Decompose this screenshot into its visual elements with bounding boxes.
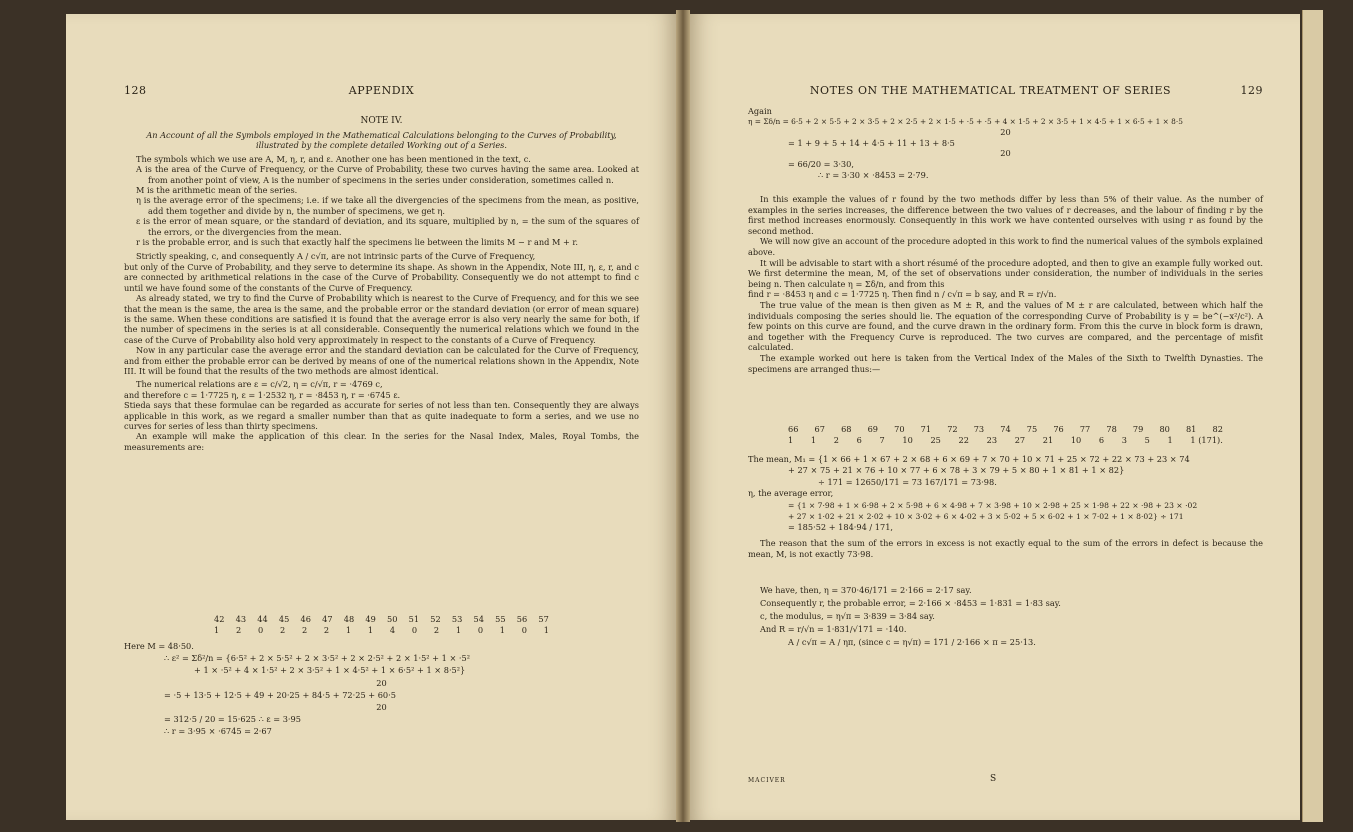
mean-line: = {1 × 7·98 + 1 × 6·98 + 2 × 5·98 + 6 × 4·98 + 7 × 3·98 + 10 × 2·98 + 25 × 1·98 + 22 × ·98 + 23 × ·02 bbox=[788, 500, 1198, 510]
final-line: c, the modulus, = η√π = 3·839 = 3·84 say. bbox=[760, 611, 935, 621]
count-value: 1 bbox=[1167, 435, 1173, 445]
note-title: NOTE IV. bbox=[360, 116, 403, 126]
measure-value: 78 bbox=[1106, 424, 1117, 434]
mean-line: The mean, M₁ = {1 × 66 + 1 × 67 + 2 × 68 + 6 × 69 + 7 × 70 + 10 × 71 + 25 × 72 + 22 × 73 + 23 × 74 bbox=[748, 454, 1190, 464]
left-paragraph: Stieda says that these formulae can be regarded as accurate for series of not less than ten. Consequently they are always applicable in this work, as we regard a smaller number than that as quite inadequate to form a series, and we use no curves for series of less than thirty specimens. bbox=[124, 400, 639, 431]
measure-value: 55 bbox=[495, 614, 506, 624]
measure-value: 76 bbox=[1053, 424, 1064, 434]
measure-value: 45 bbox=[278, 614, 290, 624]
signature-mark: S bbox=[990, 774, 997, 784]
measure-value: 74 bbox=[1000, 424, 1011, 434]
final-line: A / c√π = A / ηπ, (since c = η√π) = 171 / 2·166 × π = 25·13. bbox=[788, 637, 1036, 647]
count-value: 10 bbox=[902, 435, 913, 445]
right-paragraph: The reason that the sum of the errors in excess is not exactly equal to the sum of the errors in defect is because the mean, M, is not exactly 73·98. bbox=[748, 537, 1263, 560]
right-body bbox=[748, 194, 1263, 374]
count-value: 2 bbox=[833, 435, 839, 445]
work-line: = ·5 + 13·5 + 12·5 + 49 + 20·25 + 84·5 + 72·25 + 60·5 bbox=[164, 689, 396, 700]
count-value: 2 bbox=[279, 625, 286, 635]
measure-value: 57 bbox=[538, 614, 549, 624]
final-line: We have, then, η = 370·46/171 = 2·166 = 2·17 say. bbox=[760, 585, 972, 595]
work-line: ∴ ε² = Σδ²/n = {6·5² + 2 × 5·5² + 2 × 3·5² + 2 × 2·5² + 2 × 1·5² + 1 × ·5² bbox=[164, 653, 471, 664]
right-counts-row bbox=[748, 435, 1263, 446]
right-page-number: 129 bbox=[1240, 84, 1263, 97]
right-paragraph: find r = ·8453 η and c = 1·7725 η. Then find n / c√π = b say, and R = r/√n. bbox=[748, 289, 1057, 300]
measure-value: 47 bbox=[322, 614, 333, 624]
count-value: 7 bbox=[879, 435, 885, 445]
eta-sum-denominator: 20 bbox=[1000, 148, 1011, 159]
mean-line: + 27 × 1·02 + 21 × 2·02 + 10 × 3·02 + 6 × 4·02 + 3 × 5·02 + 5 × 6·02 + 1 × 7·02 + 1 × 8·02} ÷ 171 bbox=[788, 512, 1184, 522]
measure-value: 66 bbox=[788, 424, 799, 434]
count-value: 10 bbox=[1070, 435, 1082, 445]
right-paragraph: In this example the values of r found by the two methods differ by less than 5% of their value. As the number of examples in the series increases, the difference between the two values of r decreases, and the labour of finding r by the first method increases enormously. Consequently in this work we have contented ourselves with using r as found by the second method. bbox=[748, 194, 1263, 236]
work-line: 20 bbox=[376, 677, 387, 688]
count-value: 6 bbox=[856, 435, 862, 445]
measure-value: 81 bbox=[1185, 424, 1197, 434]
work-line: 20 bbox=[376, 702, 387, 713]
left-paragraph: Now in any particular case the average error and the standard deviation can be calculated for the Curve of Frequency, and from either the probable error can be derived by means of one of the numerical relations shown in the Appendix, Note III. It will be found that the results of the two methods are almost identical. bbox=[124, 345, 639, 376]
measure-value: 53 bbox=[451, 614, 463, 624]
measure-value: 51 bbox=[408, 614, 420, 624]
measure-value: 72 bbox=[947, 424, 958, 434]
count-value: 27 bbox=[1014, 435, 1026, 445]
right-mean-working bbox=[748, 454, 1263, 561]
mean-line: + 27 × 75 + 21 × 76 + 10 × 77 + 6 × 78 + 3 × 79 + 5 × 80 + 1 × 81 + 1 × 82} bbox=[788, 465, 1125, 476]
left-paragraph: r is the probable error, and is such that exactly half the specimens lie between the limits M − r and M + r. bbox=[136, 237, 579, 248]
work-line: ∴ r = 3·95 × ·6745 = 2·67 bbox=[164, 726, 272, 737]
work-line: + 1 × ·5² + 4 × 1·5² + 2 × 3·5² + 1 × 4·5² + 1 × 6·5² + 1 × 8·5²} bbox=[194, 665, 466, 676]
mean-line: η, the average error, bbox=[748, 488, 834, 499]
count-value: 1 bbox=[788, 435, 794, 445]
mean-line: ÷ 171 = 12650/171 = 73 167/171 = 73·98. bbox=[818, 476, 997, 487]
count-value: 1 bbox=[455, 625, 462, 635]
right-running-title: NOTES ON THE MATHEMATICAL TREATMENT OF SERIES bbox=[809, 84, 1172, 97]
note-subtitle: An Account of all the Symbols employed in the Mathematical Calculations belonging to the Curves of Probability, illustrated by the complete detailed Working out of a Series. bbox=[146, 130, 617, 151]
measure-value: 82 bbox=[1212, 424, 1223, 434]
count-value: 2 bbox=[433, 625, 440, 635]
right-measure-table bbox=[748, 424, 1263, 446]
right-paragraph: It will be advisable to start with a short résumé of the procedure adopted, and then to give an example fully worked out. We first determine the mean, M, of the set of observations under consideration, the number of individuals in the series being n. Then calculate η = Σδ/n, and from this bbox=[748, 257, 1263, 289]
work-line: = 312·5 / 20 = 15·625 ∴ ε = 3·95 bbox=[164, 714, 301, 725]
eta-line: η = Σδ/n = 6·5 + 2 × 5·5 + 2 × 3·5 + 2 × 2·5 + 2 × 1·5 + ·5 + ·5 + 4 × 1·5 + 2 × 3·5 + 1 × 4·5 + 1 × 6·5 + 1 × 8·5 bbox=[748, 116, 1183, 126]
final-line: Consequently r, the probable error, = 2·166 × ·8453 = 1·831 = 1·83 say. bbox=[760, 598, 1061, 608]
measure-value: 50 bbox=[387, 614, 398, 624]
left-paragraph: but only of the Curve of Probability, and they serve to determine its shape. As shown in the Appendix, Note III, η, ε, r, and c are connected by arithmetical relations in the case of the Curve of Probability. Consequently we do not attempt to find c until we have found some of the constants of the Curve of Frequency. bbox=[124, 261, 639, 293]
count-value: 22 bbox=[958, 435, 969, 445]
eta-sum: = 1 + 9 + 5 + 14 + 4·5 + 11 + 13 + 8·5 bbox=[788, 137, 955, 148]
right-paragraph: The true value of the mean is then given as M ± R, and the values of M ± r are calculated, between which half the individuals composing the series should lie. The equation of the corresponding Curve of Probability is y = be^(−x²/c²). A few points on this curve are found, and the curve drawn in the ordinary form. From this the curve in block form is drawn, and together with the Frequency Curve is reproduced. The two curves are compared, and the percentage of misfit calculated. bbox=[748, 299, 1263, 353]
count-value: 1 bbox=[499, 625, 506, 635]
count-value: 0 bbox=[411, 625, 418, 635]
measure-value: 71 bbox=[920, 424, 932, 434]
measure-value: 48 bbox=[343, 614, 355, 624]
count-value: 0 bbox=[257, 625, 264, 635]
count-value: 5 bbox=[1144, 435, 1150, 445]
count-value: 1 (171). bbox=[1190, 435, 1223, 445]
measure-value: 73 bbox=[973, 424, 985, 434]
left-measure-table bbox=[124, 614, 639, 636]
left-paragraph: As already stated, we try to find the Curve of Probability which is nearest to the Curve of Frequency, and for this we see that the mean is the same, the area is the same, and the probable error or the standard deviation (or error of mean square) is the same. When these conditions are satisfied it is found that the average error is also very nearly the same for both, if the number of specimens in the series is at all considerable. Consequently the numerical relations which we found in the case of the Curve of Probability also hold very approximately in respect to the constants of a Curve of Frequency. bbox=[124, 293, 639, 345]
final-line: And R = r/√n = 1·831/√171 = ·140. bbox=[760, 624, 907, 634]
measure-value: 54 bbox=[473, 614, 484, 624]
count-value: 1 bbox=[810, 435, 817, 445]
mean-line: = 185·52 + 184·94 / 171, bbox=[788, 522, 894, 533]
left-page-content bbox=[66, 14, 676, 820]
measure-value: 52 bbox=[430, 614, 441, 624]
count-value: 4 bbox=[389, 625, 396, 635]
measure-value: 46 bbox=[300, 614, 311, 624]
count-value: 25 bbox=[930, 435, 941, 445]
count-value: 2 bbox=[301, 625, 308, 635]
count-value: 0 bbox=[477, 625, 484, 635]
measure-value: 67 bbox=[814, 424, 825, 434]
count-value: 1 bbox=[345, 625, 352, 635]
measure-value: 70 bbox=[894, 424, 905, 434]
count-value: 0 bbox=[521, 625, 527, 635]
count-value: 6 bbox=[1098, 435, 1105, 445]
left-equation: and therefore c = 1·7725 η, ε = 1·2532 η, r = ·8453 η, r = ·6745 ε. bbox=[124, 389, 401, 400]
r-value: ∴ r = 3·30 × ·8453 = 2·79. bbox=[818, 169, 929, 180]
note-title-block bbox=[124, 116, 639, 126]
left-measures-row bbox=[124, 614, 639, 625]
measure-value: 42 bbox=[214, 614, 225, 624]
left-equation: The numerical relations are ε = c/√2, η = c/√π, r = ·4769 c, bbox=[136, 379, 383, 390]
right-final-working bbox=[748, 584, 1263, 649]
count-value: 21 bbox=[1042, 435, 1054, 445]
right-working-top bbox=[748, 106, 1263, 180]
book-gutter bbox=[676, 10, 690, 822]
left-paragraph: ε is the error of mean square, or the standard of deviation, and its square, multiplied by n, = the sum of the squares of the errors, or the divergencies from the mean. bbox=[136, 216, 639, 237]
left-page-number: 128 bbox=[124, 84, 147, 97]
measure-value: 69 bbox=[867, 424, 879, 434]
measure-value: 77 bbox=[1079, 424, 1091, 434]
count-value: 1 bbox=[214, 625, 220, 635]
right-paragraph: The example worked out here is taken from the Vertical Index of the Males of the Sixth to Twelfth Dynasties. The specimens are arranged thus:— bbox=[748, 352, 1263, 374]
measure-value: 56 bbox=[516, 614, 528, 624]
page-footer: MACIVER bbox=[748, 777, 786, 784]
eta-value: = 66/20 = 3·30, bbox=[788, 158, 854, 169]
count-value: 1 bbox=[367, 625, 374, 635]
left-working bbox=[124, 640, 639, 738]
measure-value: 44 bbox=[257, 614, 268, 624]
left-counts-row bbox=[124, 625, 639, 636]
measure-value: 75 bbox=[1026, 424, 1038, 434]
measure-value: 68 bbox=[841, 424, 852, 434]
work-line: Here M = 48·50. bbox=[124, 641, 194, 651]
left-paragraph: M is the arithmetic mean of the series. bbox=[136, 185, 298, 196]
eta-denominator: 20 bbox=[1000, 127, 1011, 138]
right-measures-row bbox=[748, 424, 1263, 435]
count-value: 23 bbox=[986, 435, 998, 445]
right-paragraph: We will now give an account of the procedure adopted in this work to find the numerical values of the symbols explained above. bbox=[748, 236, 1263, 257]
page-edges bbox=[1302, 10, 1323, 822]
again-label: Again bbox=[748, 106, 772, 116]
measure-value: 79 bbox=[1132, 424, 1144, 434]
measure-value: 80 bbox=[1159, 424, 1170, 434]
left-paragraph: The symbols which we use are A, M, η, r, and ε. Another one has been mentioned in the text, c. bbox=[136, 153, 531, 164]
left-paragraph: Strictly speaking, c, and consequently A / c√π, are not intrinsic parts of the Curve of Frequency, bbox=[136, 251, 536, 262]
measure-value: 49 bbox=[365, 614, 376, 624]
measure-value: 43 bbox=[235, 614, 247, 624]
left-paragraph: An example will make the application of this clear. In the series for the Nasal Index, Males, Royal Tombs, the measurements are: bbox=[124, 431, 639, 452]
count-value: 2 bbox=[323, 625, 330, 635]
count-value: 3 bbox=[1121, 435, 1128, 445]
right-page-content bbox=[690, 14, 1300, 820]
count-value: 2 bbox=[235, 625, 242, 635]
left-body bbox=[124, 130, 639, 452]
left-paragraph: A is the area of the Curve of Frequency, or the Curve of Probability, these two curves having the same area. Looked at from another point of view, A is the number of specimens in the series under consideration, sometimes called n. bbox=[136, 164, 639, 185]
left-running-title: APPENDIX bbox=[348, 84, 415, 97]
count-value: 1 bbox=[543, 625, 549, 635]
left-paragraph: η is the average error of the specimens; i.e. if we take all the divergencies of the specimens from the mean, as positive, add them together and divide by n, the number of specimens, we get η. bbox=[136, 195, 639, 216]
